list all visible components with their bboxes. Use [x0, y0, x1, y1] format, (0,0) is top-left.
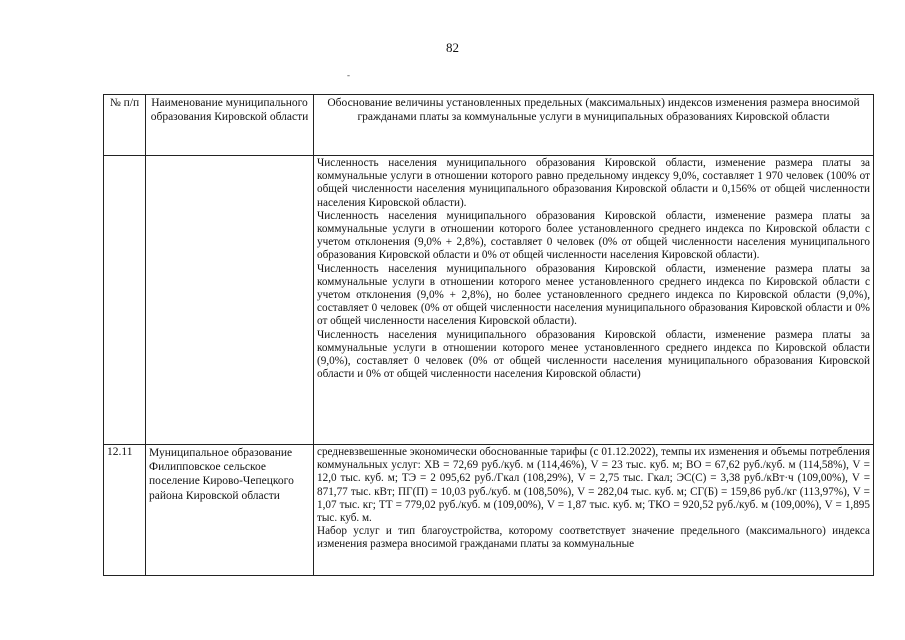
header-index-basis: Обоснование величины установленных предельных (максимальных) индексов изменения размера вносимой гражданами платы за коммунальные услуги в муниципальных образованиях Кировской области [314, 95, 874, 156]
paragraph: Численность населения муниципального образования Кировской области, изменение размера платы за коммунальные услуги в отношении которого менее установленного среднего индекса по Кировской области с учетом отклонения (9,0% + 2,8%), но более установленного среднего индекса по Кировской области (9,0%), составляет 0 человек (0% от общей численности населения муниципального образования Кировской области и 0% от общей численности населения Кировской области). [317, 262, 870, 328]
table-row [104, 445, 874, 576]
paragraph: Численность населения муниципального образования Кировской области, изменение размера платы за коммунальные услуги в отношении которого равно предельному индексу 9,0%, составляет 1 970 человек (100% от общей численности населения муниципального образования Кировской области и 0,156% от общей численности населения Кировской области). [317, 157, 870, 209]
paragraph: Набор услуг и тип благоустройства, которому соответствует значение предельного (максимального) индекса изменения размера вносимой гражданами платы за коммунальные [317, 525, 870, 551]
table-header-row [104, 95, 874, 156]
page-number: 82 [446, 40, 459, 55]
header-municipality-name: Наименование муниципального образования Кировской области [146, 95, 314, 156]
row-number: 12.11 [104, 445, 146, 576]
basis-text [314, 445, 874, 576]
tariff-index-table [103, 94, 874, 576]
table-row [104, 156, 874, 445]
paragraph: Численность населения муниципального образования Кировской области, изменение размера платы за коммунальные услуги в отношении которого менее установленного среднего индекса по Кировской области (9,0%), составляет 0 человек (0% от общей численности населения муниципального образования Кировской области и 0% от общей численности населения Кировской области) [317, 328, 870, 381]
municipality-name: Муниципальное образование Филипповское сельское поселение Кирово-Чепецкого района Кировской области [146, 445, 314, 576]
municipality-name [146, 156, 314, 445]
basis-text [314, 156, 874, 445]
row-number [104, 156, 146, 445]
stray-mark: - [347, 70, 350, 80]
paragraph: Численность населения муниципального образования Кировской области, изменение размера платы за коммунальные услуги в отношении которого более установленного среднего индекса по Кировской области с учетом отклонения (9,0% + 2,8%), составляет 0 человек (0% от общей численности населения муниципального образования Кировской области и 0% от общей численности населения Кировской области). [317, 209, 870, 262]
header-number: № п/п [104, 95, 146, 156]
paragraph: средневзвешенные экономически обоснованные тарифы (с 01.12.2022), темпы их изменения и объемы потребления коммунальных услуг: ХВ = 72,69 руб./куб. м (114,46%), V = 23 тыс. куб. м; ВО = 67,62 руб./куб. м (114,58%), V = 12,0 тыс. куб. м; ТЭ = 2 095,62 руб./Гкал (108,29%), V = 2,75 тыс. Гкал; ЭС(С) = 3,38 руб./кВт·ч (109,00%), V = 871,77 тыс. кВт; ПГ(П) = 10,03 руб./куб. м (108,50%), V = 282,04 тыс. куб. м; СГ(Б) = 159,86 руб./кг (113,97%), V = 1,07 тыс. кг; ТТ = 779,02 руб./куб. м (109,00%), V = 1,87 тыс. куб. м; ТКО = 920,52 руб./куб. м (109,00%), V = 1,895 тыс. куб. м. [317, 446, 870, 525]
